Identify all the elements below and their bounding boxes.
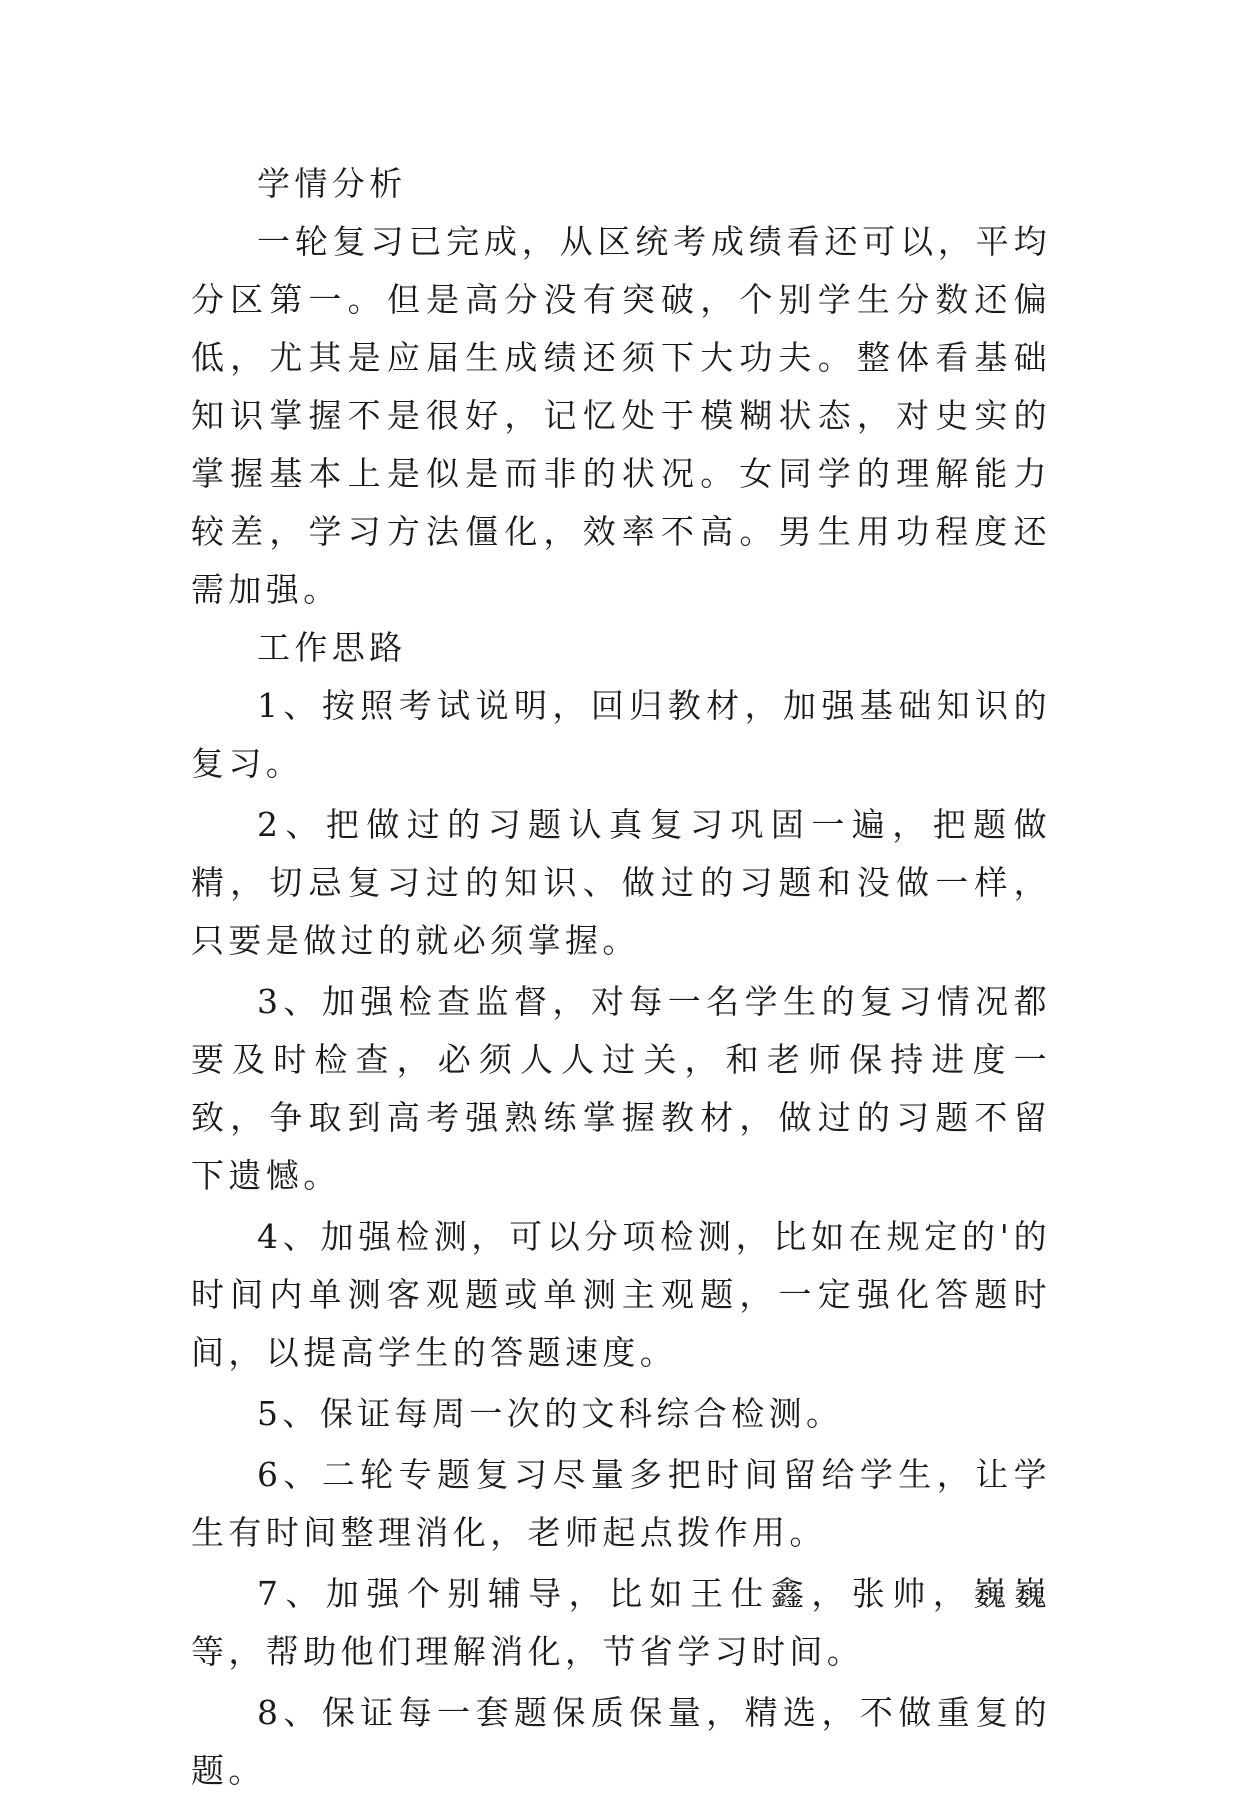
student-analysis-paragraph: 一轮复习已完成，从区统考成绩看还可以，平均分区第一。但是高分没有突破，个别学生分数还偏低，尤其是应届生成绩还须下大功夫。整体看基础知识掌握不是很好，记忆处于模糊状态，对史实的掌握基本上是似是而非的状况。女同学的理解能力较差，学习方法僵化，效率不高。男生用功程度还需加强。 [191, 222, 1051, 609]
work-plan-item-3: 3、加强检查监督，对每一名学生的复习情况都要及时检查，必须人人过关，和老师保持进度一致，争取到高考强熟练掌握教材，做过的习题不留下遗憾。 [191, 982, 1051, 1195]
work-plan-item-1: 1、按照考试说明，回归教材，加强基础知识的复习。 [191, 686, 1051, 783]
work-plan-item-8: 8、保证每一套题保质保量，精选，不做重复的题。 [191, 1693, 1051, 1790]
document-body [191, 155, 1051, 1800]
work-plan-item-4: 4、加强检测，可以分项检测，比如在规定的'的时间内单测客观题或单测主观题，一定强化答题时间，以提高学生的答题速度。 [191, 1217, 1051, 1372]
work-plan-item-7: 7、加强个别辅导，比如王仕鑫，张帅，巍巍等，帮助他们理解消化，节省学习时间。 [191, 1574, 1051, 1671]
work-plan-item-6: 6、二轮专题复习尽量多把时间留给学生，让学生有时间整理消化，老师起点拨作用。 [191, 1455, 1051, 1552]
section-heading-work-plan: 工作思路 [257, 628, 407, 667]
work-plan-item-5: 5、保证每周一次的文科综合检测。 [257, 1394, 844, 1433]
section-heading-student-analysis: 学情分析 [257, 164, 407, 203]
work-plan-item-2: 2、把做过的习题认真复习巩固一遍，把题做精，切忌复习过的知识、做过的习题和没做一样，只要是做过的就必须掌握。 [191, 805, 1051, 960]
